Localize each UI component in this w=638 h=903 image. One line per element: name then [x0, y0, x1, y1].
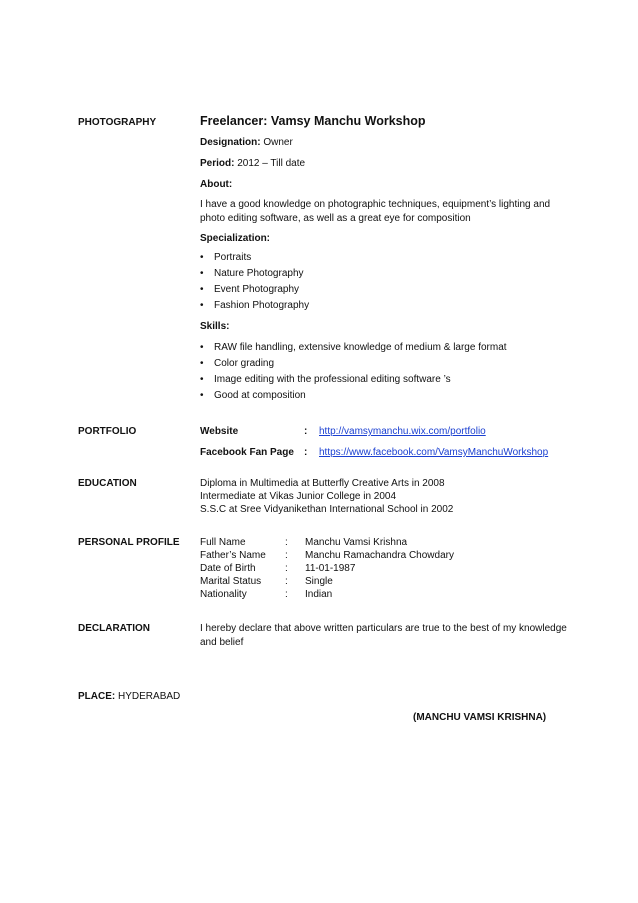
designation-line [200, 136, 293, 149]
section-photography: PHOTOGRAPHY [78, 117, 157, 128]
bullet-icon: • [200, 284, 204, 295]
profile-label: Father’s Name [200, 550, 266, 561]
period-label: Period: [200, 158, 235, 169]
bullet-icon: • [200, 252, 204, 263]
skills-label: Skills: [200, 321, 230, 332]
about-line-1: I have a good knowledge on photographic techniques, equipment’s lighting and [200, 199, 551, 210]
website-separator: : [304, 426, 308, 437]
section-education: EDUCATION [78, 478, 137, 489]
designation-label: Designation: [200, 137, 261, 148]
education-line: S.S.C at Sree Vidyanikethan International School in 2002 [200, 504, 454, 515]
section-personal-profile: PERSONAL PROFILE [78, 537, 180, 548]
profile-label: Date of Birth [200, 563, 256, 574]
period-value: 2012 – Till date [234, 158, 306, 169]
about-line-2: photo editing software, as well as a great eye for composition [200, 213, 471, 224]
facebook-separator: : [304, 447, 308, 458]
designation-value: Owner [260, 137, 293, 148]
declaration-line-1: I hereby declare that above written particulars are true to the best of my knowledge [200, 623, 567, 634]
list-item: • Portraits [200, 252, 252, 263]
profile-separator: : [285, 576, 288, 587]
profile-separator: : [285, 589, 288, 600]
list-item: • Nature Photography [200, 268, 304, 279]
profile-value: Manchu Ramachandra Chowdary [305, 550, 454, 561]
profile-value: Manchu Vamsi Krishna [305, 537, 408, 548]
profile-label: Full Name [200, 537, 246, 548]
education-line: Diploma in Multimedia at Butterfly Creative Arts in 2008 [200, 478, 445, 489]
list-item: • Fashion Photography [200, 300, 310, 311]
list-item: • Image editing with the professional editing software ’s [200, 374, 451, 385]
profile-separator: : [285, 563, 288, 574]
place-line [78, 690, 180, 703]
list-item: • RAW file handling, extensive knowledge of medium & large format [200, 342, 507, 353]
declaration-line-2: and belief [200, 637, 244, 648]
profile-value: Indian [305, 589, 333, 600]
list-item: • Event Photography [200, 284, 300, 295]
profile-label: Marital Status [200, 576, 262, 587]
profile-separator: : [285, 550, 288, 561]
profile-label: Nationality [200, 589, 247, 600]
bullet-icon: • [200, 358, 204, 369]
section-portfolio: PORTFOLIO [78, 426, 137, 437]
about-label: About: [200, 179, 233, 190]
bullet-icon: • [200, 342, 204, 353]
section-declaration: DECLARATION [78, 623, 151, 634]
period-line [200, 157, 305, 170]
specialization-label: Specialization: [200, 233, 271, 244]
profile-value: Single [305, 576, 333, 587]
website-link[interactable]: http://vamsymanchu.wix.com/portfolio [319, 426, 486, 437]
facebook-link[interactable]: https://www.facebook.com/VamsyManchuWorkshop [319, 447, 549, 458]
bullet-icon: • [200, 390, 204, 401]
bullet-icon: • [200, 268, 204, 279]
job-title: Freelancer: Vamsy Manchu Workshop [200, 114, 426, 128]
profile-separator: : [285, 537, 288, 548]
place-value: HYDERABAD [115, 691, 181, 702]
website-label: Website [200, 426, 239, 437]
place-label: PLACE: [78, 691, 116, 702]
list-item: • Color grading [200, 358, 275, 369]
profile-value: 11-01-1987 [305, 563, 356, 574]
bullet-icon: • [200, 374, 204, 385]
list-item: • Good at composition [200, 390, 306, 401]
bullet-icon: • [200, 300, 204, 311]
facebook-label: Facebook Fan Page [200, 447, 294, 458]
signature: (MANCHU VAMSI KRISHNA) [413, 712, 547, 723]
education-line: Intermediate at Vikas Junior College in 2004 [200, 491, 397, 502]
